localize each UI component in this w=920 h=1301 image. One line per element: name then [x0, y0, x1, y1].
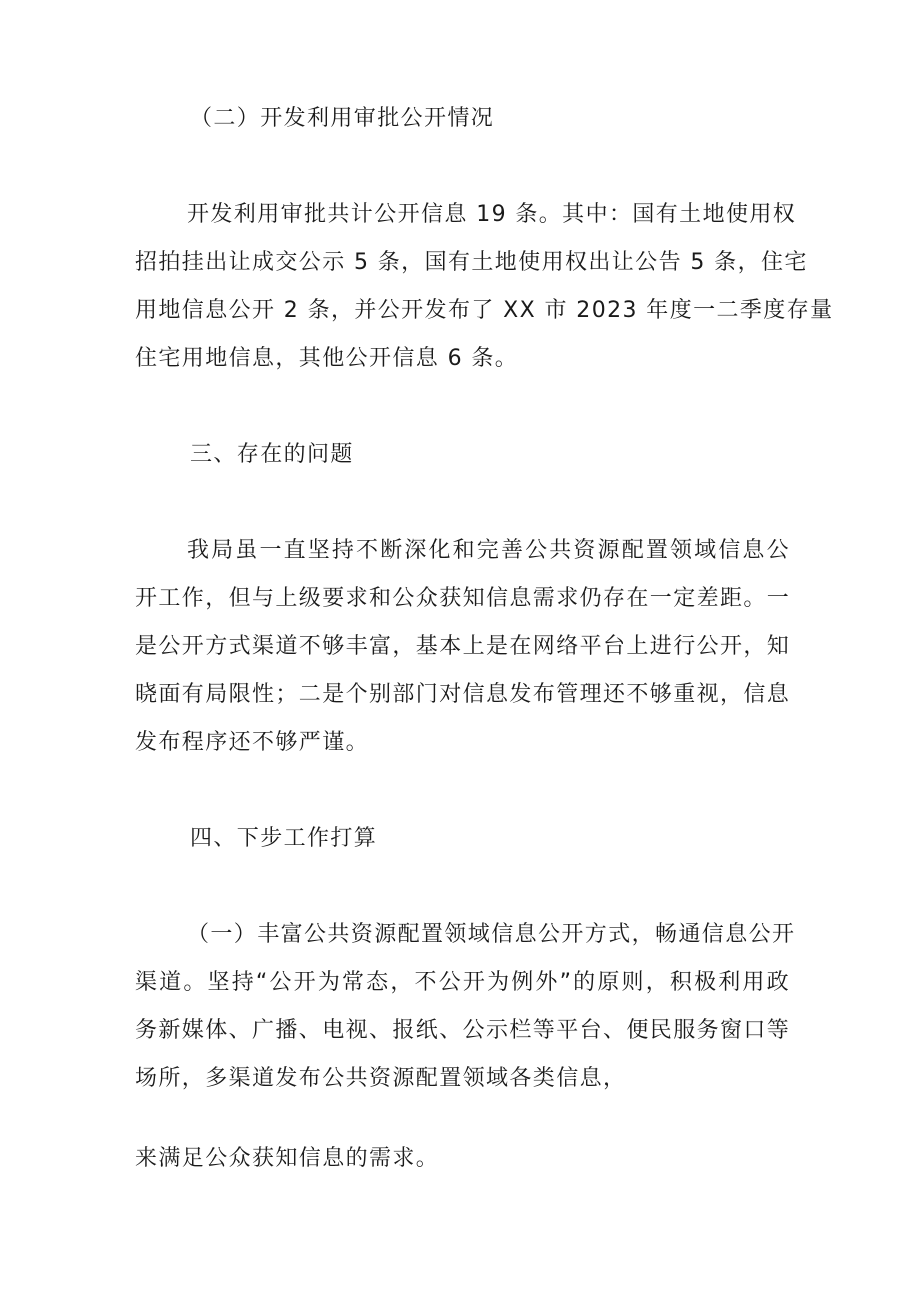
paragraph-last: 来满足公众获知信息的需求。: [135, 1146, 440, 1171]
paragraph-line: 务新媒体、广播、电视、报纸、公示栏等平台、便民服务窗口等: [135, 1018, 791, 1043]
paragraph-line: 开工作，但与上级要求和公众获知信息需求仍存在一定差距。一: [135, 586, 791, 611]
section-3-title: 三、存在的问题: [190, 442, 354, 467]
paragraph-line: （一）丰富公共资源配置领域信息公开方式，畅通信息公开: [187, 922, 796, 947]
paragraph-line: 开发利用审批共计公开信息 19 条。其中：国有土地使用权: [187, 202, 797, 227]
paragraph-line: 招拍挂出让成交公示 5 条，国有土地使用权出让公告 5 条，住宅: [135, 250, 808, 275]
paragraph-line: 发布程序还不够严谨。: [135, 730, 370, 755]
paragraph-line: 渠道。坚持“公开为常态，不公开为例外”的原则，积极利用政: [135, 970, 790, 995]
section-2-2-title: （二）开发利用审批公开情况: [190, 106, 495, 131]
paragraph-line: 我局虽一直坚持不断深化和完善公共资源配置领域信息公: [187, 538, 790, 563]
paragraph-line: 场所，多渠道发布公共资源配置领域各类信息，: [135, 1066, 627, 1091]
paragraph-line: 晓面有局限性；二是个别部门对信息发布管理还不够重视，信息: [135, 682, 791, 707]
paragraph-line: 用地信息公开 2 条，并公开发布了 XX 市 2023 年度一二季度存量: [135, 298, 834, 323]
paragraph-line: 住宅用地信息，其他公开信息 6 条。: [135, 346, 519, 371]
section-4-title: 四、下步工作打算: [190, 826, 378, 851]
paragraph-line: 是公开方式渠道不够丰富，基本上是在网络平台上进行公开，知: [135, 634, 791, 659]
